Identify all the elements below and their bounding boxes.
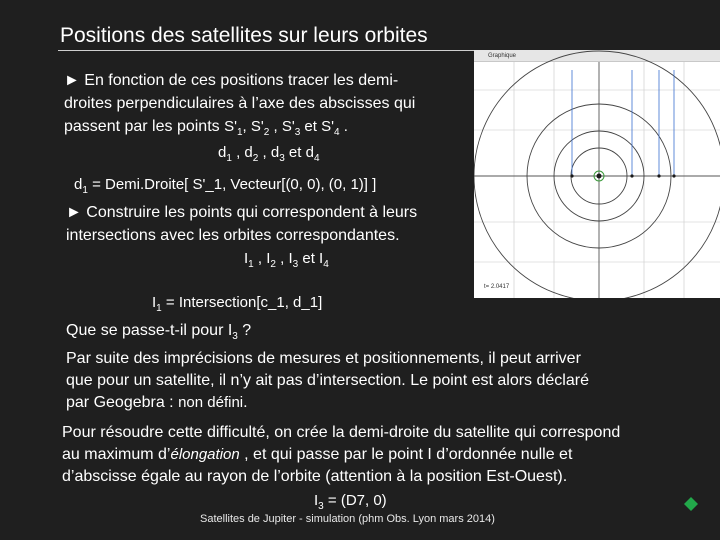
bullet1-line3-text: passent par les points: [64, 118, 220, 135]
para1-line3: par Geogebra : non défini.: [66, 394, 248, 411]
geogebra-titlebar: Graphique: [474, 50, 720, 62]
next-slide-arrow-icon[interactable]: [684, 497, 698, 511]
orbit-plot: [474, 50, 720, 298]
footer-caption: Satellites de Jupiter - simulation (phm Obs. Lyon mars 2014): [200, 513, 495, 525]
bullet1-line1: ► En fonction de ces positions tracer les demi-: [64, 72, 399, 89]
d-list: $d_1$ , $d_2$ , $d_3$ et $d_4$: [218, 144, 320, 164]
geogebra-status: t= 2.0417: [484, 284, 510, 290]
title-underline: [58, 50, 480, 51]
slide-title: Positions des satellites sur leurs orbites: [60, 24, 428, 47]
geogebra-graph-view: [474, 50, 720, 298]
bullet2-line2: intersections avec les orbites correspondantes.: [66, 227, 400, 244]
points-list: $S'_1$, $S'_2$ , $S'_3$ et $S'_4$ .: [224, 118, 348, 138]
para2-line1: Pour résoudre cette difficulté, on crée la demi-droite du satellite qui correspond: [62, 424, 621, 441]
bullet2-line1: ► Construire les points qui correspondent à leurs: [66, 204, 418, 221]
bullet1-line3: [64, 116, 348, 144]
formula-demi-droite: $d_1$ = Demi.Droite[ S'_1, Vecteur[(0, 0), (0, 1)] ]: [74, 176, 377, 196]
para1-line2: que pour un satellite, il n’y ait pas d’intersection. Le point est alors déclaré: [66, 372, 589, 389]
formula-intersection: $I_1$ = Intersection[c_1, d_1]: [152, 294, 323, 314]
question-i3: Que se passe-t-il pour $I_3$ ?: [66, 322, 252, 343]
para1-line1: Par suite des imprécisions de mesures et positionnements, il peut arriver: [66, 350, 581, 367]
para2-line2: au maximum d’élongation , et qui passe par le point I d’ordonnée nulle et: [62, 446, 573, 463]
para2-line3: d’abscisse égale au rayon de l’orbite (attention à la position Est-Ouest).: [62, 468, 568, 485]
jupiter-point: [597, 174, 602, 179]
result-i3: $I_3 = (D7$, 0): [314, 492, 387, 512]
bullet1-line2: droites perpendiculaires à l’axe des abscisses qui: [64, 95, 416, 112]
i-list: $I_1$ , $I_2$ , $I_3$ et $I_4$: [244, 250, 329, 270]
